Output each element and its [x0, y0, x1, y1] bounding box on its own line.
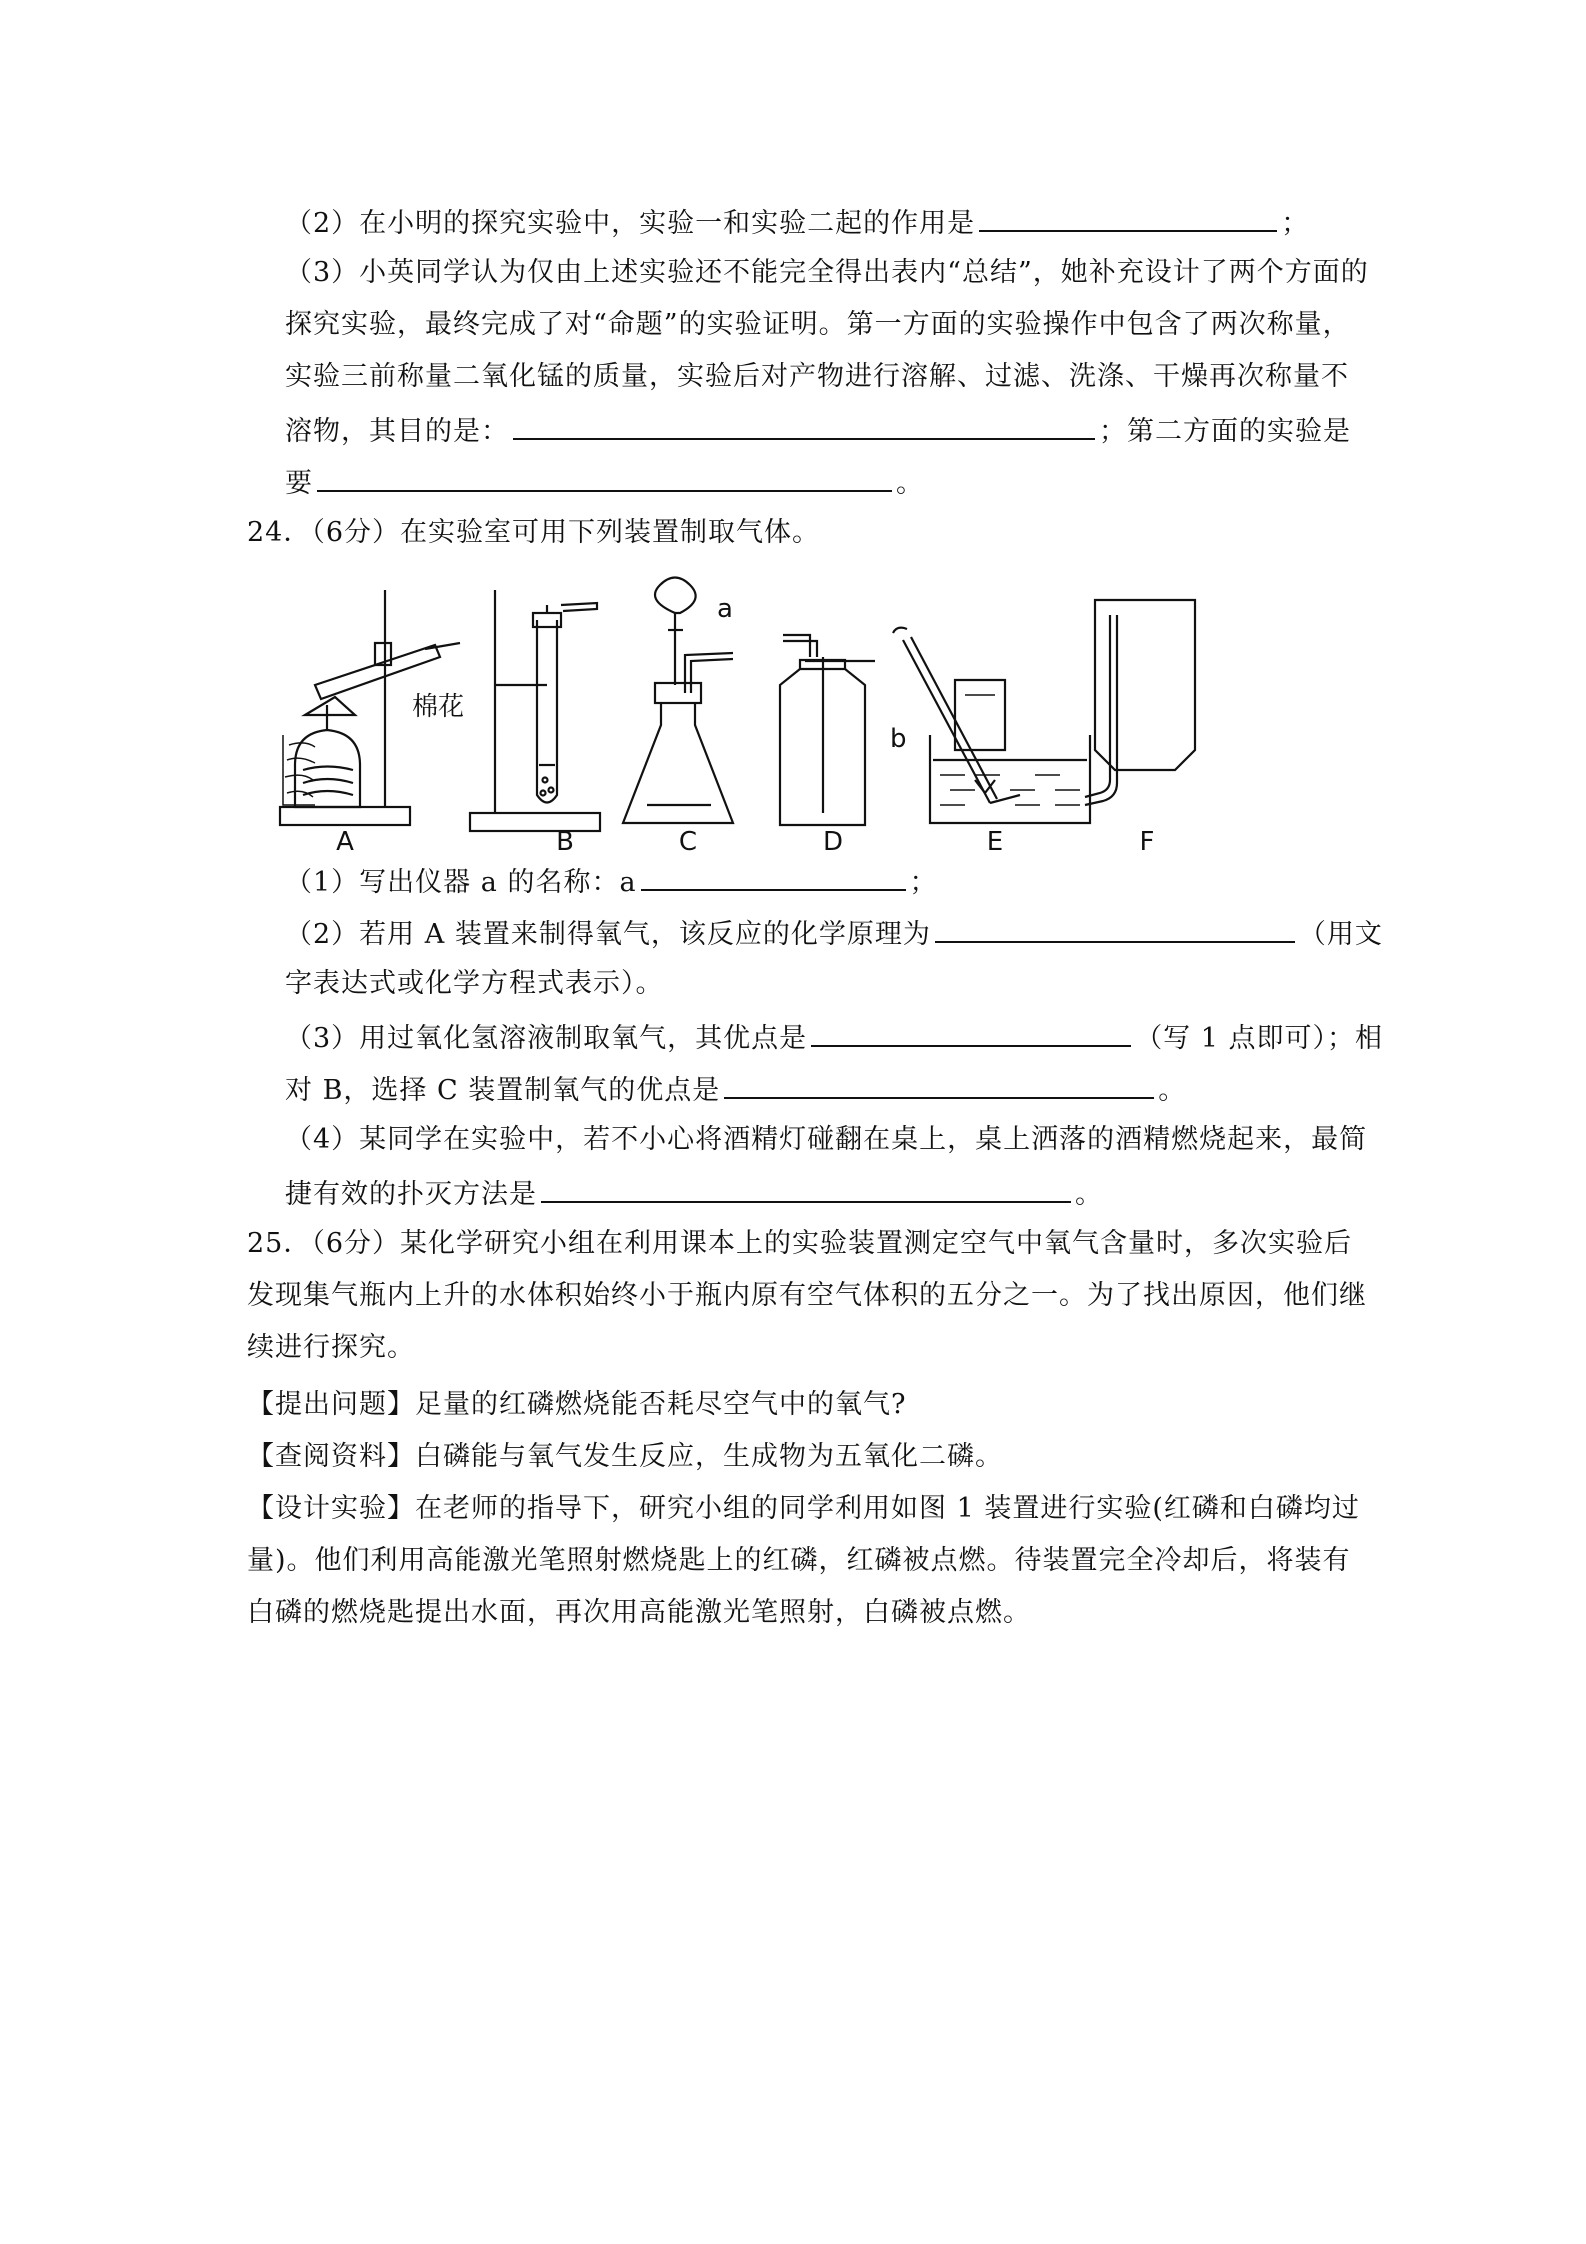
- apparatus-b: [470, 590, 600, 831]
- answer-blank[interactable]: [811, 1011, 1131, 1047]
- q23-part3-line5: [285, 456, 924, 506]
- q23-part3-line4: [285, 404, 1351, 454]
- q23-part3-line5-end: 。: [896, 468, 924, 499]
- label-f: F: [1139, 827, 1155, 855]
- q25-design-line3: 白磷的燃烧匙提出水面，再次用高能激光笔照射，白磷被点燃。: [247, 1597, 1031, 1628]
- q24-part4-line2-start: 捷有效的扑灭方法是: [285, 1179, 537, 1210]
- q24-part3-start: （3）用过氧化氢溶液制取氧气，其优点是: [285, 1023, 808, 1054]
- q24-part3: [285, 1011, 1383, 1061]
- q25-question-label: 【提出问题】: [247, 1389, 415, 1420]
- apparatus-d: [780, 635, 875, 825]
- q23-part2-text: （2）在小明的探究实验中，实验一和实验二起的作用是: [285, 208, 976, 239]
- q25-question-text: 足量的红磷燃烧能否耗尽空气中的氧气?: [415, 1389, 907, 1420]
- apparatus-f: [1085, 600, 1195, 805]
- q23-part2: [285, 196, 1309, 246]
- q24-part3-end: （写 1 点即可）；相: [1135, 1023, 1384, 1054]
- q25-question: [247, 1380, 906, 1430]
- apparatus-e: [893, 628, 1090, 823]
- q24-part1-start: （1）写出仪器 a 的名称：a: [285, 867, 637, 898]
- q23-part3-line4-start: 溶物，其目的是：: [285, 416, 509, 447]
- label-d: D: [822, 827, 844, 855]
- q25-research-label: 【查阅资料】: [247, 1441, 415, 1472]
- q25-research: [247, 1432, 1003, 1482]
- answer-blank[interactable]: [641, 855, 906, 891]
- q23-part3-line4-end: ；第二方面的实验是: [1099, 416, 1351, 447]
- q25-line1: 25．（6分）某化学研究小组在利用课本上的实验装置测定空气中氧气含量时，多次实验后: [247, 1228, 1353, 1259]
- tag-a: a: [717, 594, 733, 624]
- q24-part2: [285, 907, 1383, 957]
- q24-part3-line2: [285, 1063, 1186, 1113]
- q24-part1: [285, 855, 938, 905]
- q25-line3: 续进行探究。: [247, 1332, 415, 1363]
- cotton-label: 棉花: [412, 692, 465, 722]
- answer-blank[interactable]: [541, 1167, 1071, 1203]
- q25-design-text: 在老师的指导下，研究小组的同学利用如图 1 装置进行实验(红磷和白磷均过: [415, 1493, 1360, 1524]
- answer-blank[interactable]: [979, 196, 1277, 232]
- apparatus-figure: [275, 565, 1210, 855]
- label-e: E: [986, 827, 1004, 855]
- q25-design-label: 【设计实验】: [247, 1493, 415, 1524]
- answer-blank[interactable]: [513, 404, 1095, 440]
- q25-line2: 发现集气瓶内上升的水体积始终小于瓶内原有空气体积的五分之一。为了找出原因，他们继: [247, 1280, 1367, 1311]
- q25-research-text: 白磷能与氧气发生反应，生成物为五氧化二磷。: [415, 1441, 1003, 1472]
- q25-design-line1: [247, 1484, 1360, 1534]
- label-a: A: [336, 827, 354, 855]
- label-b: B: [556, 827, 574, 855]
- tag-b: b: [890, 724, 907, 754]
- q24-part2-start: （2）若用 A 装置来制得氧气，该反应的化学原理为: [285, 919, 931, 950]
- q24-part2-line2: 字表达式或化学方程式表示）。: [285, 968, 664, 999]
- q24-part3-line2-start: 对 B，选择 C 装置制氧气的优点是: [285, 1075, 721, 1106]
- label-c: C: [678, 827, 698, 855]
- answer-blank[interactable]: [724, 1063, 1154, 1099]
- q24-part4-line2-end: 。: [1075, 1179, 1103, 1210]
- q23-part3-line1: （3）小英同学认为仅由上述实验还不能完全得出表内“总结”，她补充设计了两个方面的: [285, 257, 1369, 288]
- q24-header: 24．（6分）在实验室可用下列装置制取气体。: [247, 517, 821, 548]
- q23-part3-line5-start: 要: [285, 468, 313, 499]
- q24-part4-line2: [285, 1167, 1103, 1217]
- q25-design-line2: 量)。他们利用高能激光笔照射燃烧匙上的红磷，红磷被点燃。待装置完全冷却后，将装有: [247, 1545, 1351, 1576]
- q24-part2-end: （用文: [1298, 919, 1383, 950]
- answer-blank[interactable]: [317, 456, 892, 492]
- answer-blank[interactable]: [935, 907, 1295, 943]
- q23-part3-line2: 探究实验，最终完成了对“命题”的实验证明。第一方面的实验操作中包含了两次称量，: [285, 309, 1351, 340]
- q23-part2-end: ；: [1281, 208, 1310, 239]
- q24-part1-end: ；: [909, 867, 938, 898]
- q23-part3-line3: 实验三前称量二氧化锰的质量，实验后对产物进行溶解、过滤、洗涤、干燥再次称量不: [285, 361, 1349, 392]
- q24-part3-line2-end: 。: [1158, 1075, 1187, 1106]
- q24-part4-line1: （4）某同学在实验中，若不小心将酒精灯碰翻在桌上，桌上洒落的酒精燃烧起来，最简: [285, 1124, 1368, 1155]
